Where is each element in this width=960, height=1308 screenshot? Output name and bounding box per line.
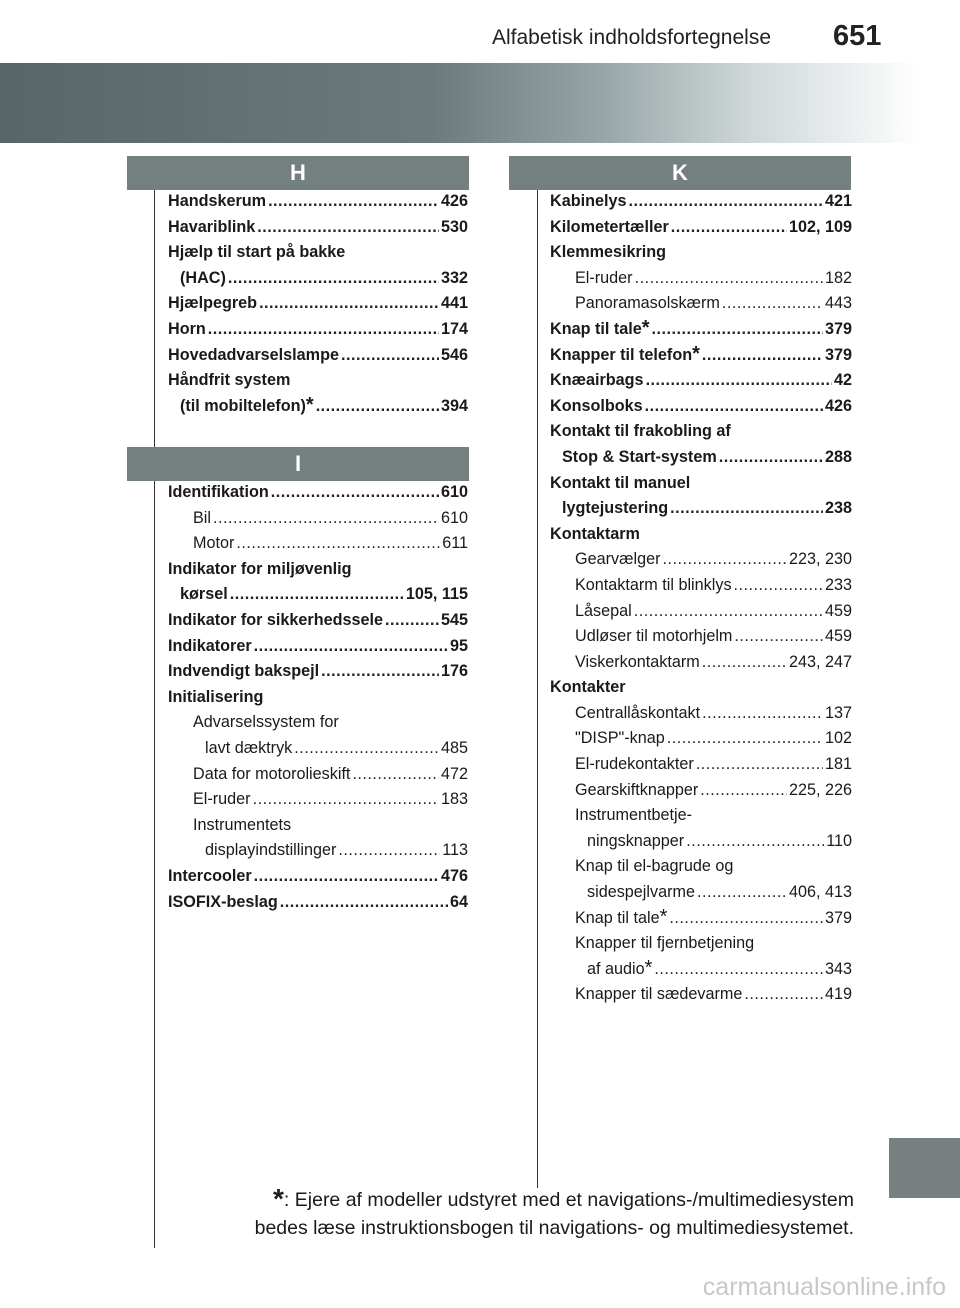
dot-leader <box>671 215 787 241</box>
index-entry <box>550 419 852 445</box>
entry-term: Viskerkontaktarm <box>575 652 700 671</box>
index-entry <box>168 189 468 215</box>
dot-leader <box>702 701 823 727</box>
dot-leader <box>253 787 439 813</box>
dot-leader <box>634 599 823 625</box>
dot-leader <box>294 736 439 762</box>
dot-leader <box>341 343 439 369</box>
index-entry <box>168 368 468 394</box>
entry-term: El-ruder <box>193 790 251 809</box>
entry-page[interactable]: 176 <box>440 662 468 681</box>
section-title: Alfabetisk indholdsfortegnelse <box>492 26 772 49</box>
entry-term: Klemmesikring <box>550 243 667 262</box>
entry-term: Håndfrit system <box>168 371 291 390</box>
dot-leader <box>734 624 823 650</box>
entry-page[interactable]: 110 <box>826 831 852 850</box>
dot-leader <box>316 394 439 420</box>
dot-leader <box>213 506 439 532</box>
entry-page[interactable]: 182 <box>824 268 852 287</box>
index-entry <box>168 685 468 711</box>
entry-page[interactable]: 610 <box>440 483 468 501</box>
index-entry <box>168 890 468 916</box>
entry-term: Kilometertæller <box>550 217 669 236</box>
entry-page[interactable]: 476 <box>440 866 468 885</box>
index-entry <box>550 650 852 676</box>
index-entry <box>168 838 468 864</box>
index-entry <box>168 480 468 506</box>
entry-term: ISOFIX-beslag <box>168 892 278 911</box>
entry-term: Kontaktarm <box>550 524 640 543</box>
entry-page[interactable]: 379 <box>824 345 852 364</box>
dot-leader <box>236 531 440 557</box>
footnote-line-1: : Ejere af modeller udstyret med et navigations-/multimediesystem <box>283 1189 854 1211</box>
entry-term: Havariblink <box>168 217 256 236</box>
dot-leader <box>734 573 823 599</box>
dot-leader <box>254 864 439 890</box>
entry-page[interactable]: 225, 226 <box>788 780 852 799</box>
entry-page[interactable]: 406, 413 <box>788 883 852 902</box>
section-header-i: I <box>127 447 469 481</box>
index-entry <box>550 854 852 880</box>
index-entry <box>168 710 468 736</box>
entry-term: Data for motorolieskift <box>193 764 351 783</box>
dot-leader <box>352 762 439 788</box>
dot-leader <box>228 266 439 292</box>
dot-leader <box>667 726 823 752</box>
index-entry <box>550 547 852 573</box>
dot-leader <box>259 291 439 317</box>
entry-page[interactable]: 42 <box>833 371 852 390</box>
index-entry <box>168 557 468 583</box>
entry-term: (HAC) <box>180 268 226 287</box>
entry-term: Kontakt til frakobling af <box>550 422 731 441</box>
entry-term: Indvendigt bakspejl <box>168 662 320 681</box>
entry-page[interactable]: 113 <box>442 841 468 860</box>
entry-term: Horn <box>168 319 206 338</box>
entry-page[interactable]: 332 <box>440 268 468 287</box>
index-entry: Knapper til telefon * ..... 379 <box>550 343 852 369</box>
entry-term: Knap til tale <box>550 319 642 338</box>
entries-i <box>168 480 468 915</box>
entry-term: Handskerum <box>168 192 267 210</box>
dot-leader <box>254 634 448 660</box>
index-entry <box>168 608 468 634</box>
index-entry <box>168 762 468 788</box>
dot-leader <box>271 480 439 506</box>
index-entry <box>168 506 468 532</box>
entry-page[interactable]: 459 <box>824 601 852 620</box>
index-entry <box>550 368 852 394</box>
entry-term: af audio <box>587 959 645 978</box>
entry-term: Bil <box>193 508 211 527</box>
entry-term: El-ruder <box>575 268 633 287</box>
entry-term: Udløser til motorhjelm <box>575 627 733 646</box>
left-column-rule <box>154 156 155 1248</box>
dot-leader <box>230 582 404 608</box>
dot-leader <box>321 659 439 685</box>
entry-page[interactable]: 426 <box>440 192 468 210</box>
entry-term: Intercooler <box>168 866 252 885</box>
entry-term: Hjælp til start på bakke <box>168 243 346 262</box>
entry-term: Knap til tale <box>575 908 660 927</box>
index-entry <box>168 864 468 890</box>
entry-term: ningsknapper <box>587 831 685 850</box>
index-entry <box>550 394 852 420</box>
dot-leader <box>670 496 823 522</box>
entry-term: Knapper til telefon <box>550 345 693 364</box>
right-column-rule <box>537 156 538 1188</box>
entry-page[interactable]: 611 <box>442 534 468 553</box>
entry-term: lavt dæktryk <box>205 738 293 757</box>
index-entry <box>550 624 852 650</box>
entry-term: Hjælpegreb <box>168 294 258 313</box>
dot-leader <box>338 838 440 864</box>
dot-leader <box>654 957 823 983</box>
entry-term: Indikator for miljøvenlig <box>168 559 352 578</box>
index-entry: Knap til tale * ..... 379 <box>550 317 852 343</box>
index-entry <box>168 736 468 762</box>
entry-page[interactable]: 546 <box>440 345 468 364</box>
index-entry <box>168 813 468 839</box>
dot-leader <box>719 445 823 471</box>
entry-page[interactable]: 441 <box>440 294 468 313</box>
entry-term: Låsepal <box>575 601 632 620</box>
entry-term: Hovedadvarselslampe <box>168 345 339 364</box>
dot-leader <box>686 829 824 855</box>
entry-term: (til mobiltelefon) <box>180 396 306 415</box>
dot-leader <box>697 880 787 906</box>
index-entry <box>550 982 852 1008</box>
entry-page[interactable]: 102, 109 <box>788 217 852 236</box>
header-band <box>0 63 960 143</box>
dot-leader <box>702 650 787 676</box>
entry-term: Indikatorer <box>168 636 252 655</box>
index-entry <box>550 573 852 599</box>
entry-page[interactable]: 238 <box>824 499 852 518</box>
entry-page[interactable]: 485 <box>440 738 468 757</box>
entry-term: Instrumentbetje- <box>575 806 692 825</box>
entry-page[interactable]: 137 <box>824 703 852 722</box>
entry-page[interactable]: 426 <box>824 396 852 415</box>
index-entry <box>168 215 468 241</box>
index-entry <box>168 582 468 608</box>
index-entry <box>168 266 468 292</box>
entries-h <box>168 189 468 419</box>
entry-page[interactable]: 102 <box>824 729 852 748</box>
entry-page[interactable]: 472 <box>440 764 468 783</box>
index-entry <box>550 215 852 241</box>
dot-leader <box>280 890 448 916</box>
entry-term: kørsel <box>180 585 228 604</box>
entry-page[interactable]: 181 <box>824 755 852 774</box>
dot-leader <box>257 215 439 241</box>
entry-term: lygtejustering <box>562 499 669 518</box>
entry-page[interactable]: 421 <box>824 192 852 210</box>
entry-page[interactable]: 105, 115 <box>405 585 468 604</box>
index-entry <box>168 317 468 343</box>
index-entry <box>550 445 852 471</box>
section-header-h: H <box>127 156 469 190</box>
dot-leader <box>662 547 787 573</box>
entry-term: Kontaktarm til blinklys <box>575 575 732 594</box>
entry-page[interactable]: 233 <box>824 575 852 594</box>
index-entry: Knap til tale * ..... 379 <box>550 906 852 932</box>
section-header-k: K <box>509 156 851 190</box>
entry-term: displayindstillinger <box>205 841 337 860</box>
watermark: carmanualsonline.info <box>702 1273 946 1301</box>
entry-term: Advarselssystem for <box>193 713 339 732</box>
entry-term: Konsolboks <box>550 396 643 415</box>
entry-page[interactable]: 174 <box>440 319 468 338</box>
index-entry <box>550 522 852 548</box>
index-entry <box>550 189 852 215</box>
index-entry: (til mobiltelefon) * ..... 394 <box>168 394 468 420</box>
dot-leader <box>208 317 439 343</box>
entry-page[interactable]: 223, 230 <box>788 550 852 569</box>
entries-k <box>550 189 852 1008</box>
entry-term: Knæairbags <box>550 371 644 390</box>
footnote-star: * <box>273 1183 284 1214</box>
footnote-line-2: bedes læse instruktionsbogen til navigations- og multimediesystemet. <box>254 1217 854 1239</box>
dot-leader <box>385 608 439 634</box>
entry-term: Initialisering <box>168 687 264 706</box>
dot-leader <box>628 189 823 215</box>
entry-page[interactable]: 343 <box>824 959 852 978</box>
dot-leader <box>652 317 823 343</box>
entry-page[interactable]: 419 <box>824 985 852 1004</box>
entry-term: Kabinelys <box>550 192 627 210</box>
side-tab <box>889 1138 960 1198</box>
entry-page[interactable]: 443 <box>824 294 852 313</box>
entry-term: Identifikation <box>168 483 269 501</box>
dot-leader <box>744 982 823 1008</box>
dot-leader <box>696 752 823 778</box>
index-entry <box>550 752 852 778</box>
dot-leader <box>268 189 439 215</box>
index-entry <box>550 240 852 266</box>
entry-term: Motor <box>193 534 235 553</box>
index-entry <box>550 599 852 625</box>
entry-term: Panoramasolskærm <box>575 294 720 313</box>
entry-page[interactable]: 459 <box>824 627 852 646</box>
index-entry <box>550 701 852 727</box>
entry-page[interactable]: 95 <box>449 636 468 655</box>
entry-term: Centrallåskontakt <box>575 703 701 722</box>
index-entry <box>550 880 852 906</box>
dot-leader <box>645 394 823 420</box>
entry-term: Knapper til fjernbetjening <box>575 934 755 953</box>
entry-page[interactable]: 379 <box>824 908 852 927</box>
index-entry: af audio * ..... 343 <box>550 957 852 983</box>
index-entry <box>550 266 852 292</box>
entry-page[interactable]: 545 <box>440 610 468 629</box>
entry-term: Kontakter <box>550 678 626 697</box>
index-entry <box>550 803 852 829</box>
index-entry <box>168 531 468 557</box>
entry-page[interactable]: 288 <box>824 447 852 466</box>
entry-term: Knapper til sædevarme <box>575 985 743 1004</box>
entry-page[interactable]: 183 <box>440 790 468 809</box>
entry-page[interactable]: 394 <box>440 396 468 415</box>
entry-page[interactable]: 610 <box>440 508 468 527</box>
index-entry <box>550 675 852 701</box>
index-entry <box>168 659 468 685</box>
index-entry <box>550 291 852 317</box>
entry-term: Gearvælger <box>575 550 661 569</box>
entry-term: Instrumentets <box>193 815 292 834</box>
entry-term: El-rudekontakter <box>575 755 694 774</box>
entry-page[interactable]: 64 <box>449 892 468 911</box>
entry-term: Gearskiftknapper <box>575 780 699 799</box>
entry-page[interactable]: 243, 247 <box>788 652 852 671</box>
dot-leader <box>646 368 832 394</box>
index-entry <box>550 496 852 522</box>
entry-term: Kontakt til manuel <box>550 473 691 492</box>
index-entry <box>550 931 852 957</box>
entry-page[interactable]: 379 <box>824 319 852 338</box>
index-entry <box>168 240 468 266</box>
index-entry <box>550 778 852 804</box>
index-entry <box>550 829 852 855</box>
index-entry <box>168 343 468 369</box>
index-entry <box>168 787 468 813</box>
index-entry <box>550 726 852 752</box>
page-number: 651 <box>833 20 882 52</box>
entry-term: Stop & Start-system <box>562 447 717 466</box>
dot-leader <box>702 343 823 369</box>
entry-term: "DISP"-knap <box>575 729 665 748</box>
dot-leader <box>669 906 823 932</box>
entry-term: sidespejlvarme <box>587 883 695 902</box>
dot-leader <box>700 778 787 804</box>
dot-leader <box>635 266 823 292</box>
dot-leader <box>722 291 823 317</box>
index-entry <box>168 634 468 660</box>
entry-term: Indikator for sikkerhedssele <box>168 610 384 629</box>
entry-page[interactable]: 530 <box>440 217 468 236</box>
entry-term: Knap til el-bagrude og <box>575 857 734 876</box>
index-entry <box>550 471 852 497</box>
footnote <box>160 1185 854 1242</box>
index-entry <box>168 291 468 317</box>
